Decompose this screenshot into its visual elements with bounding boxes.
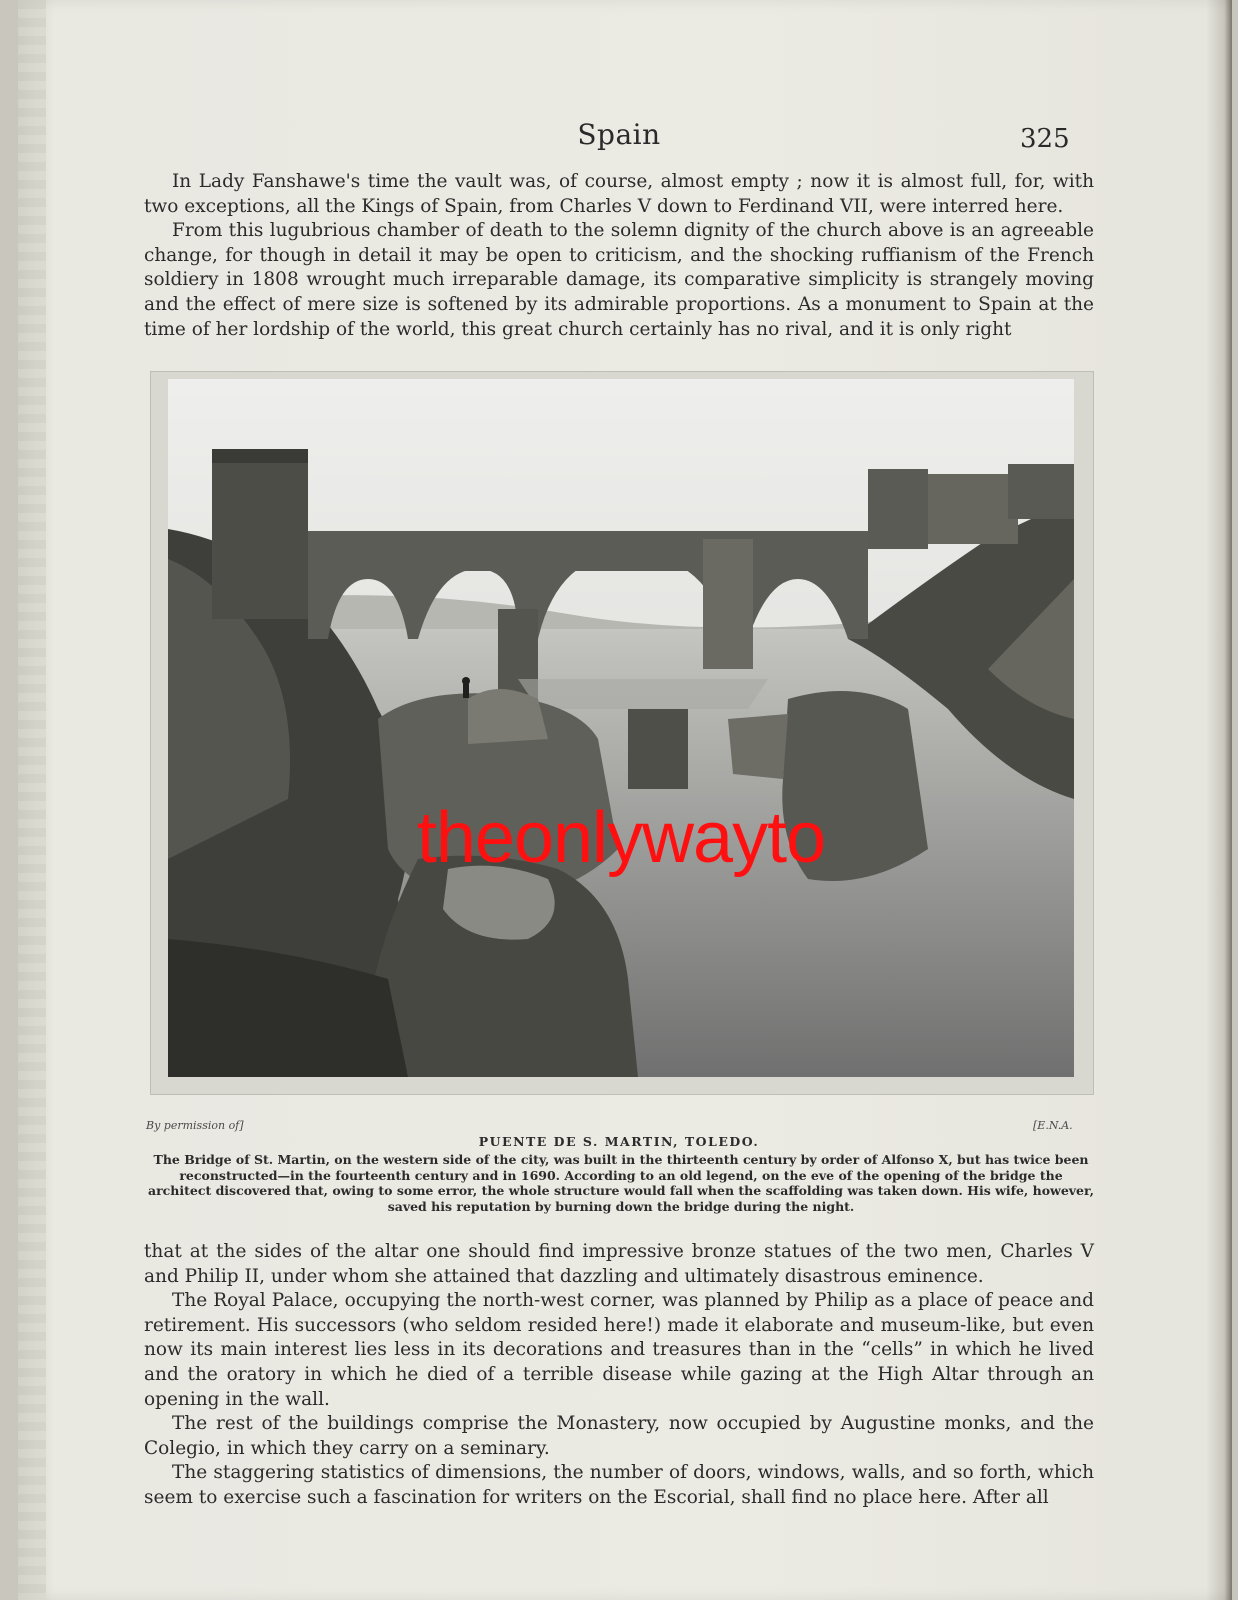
- caption-body: The Bridge of St. Martin, on the western side of the city, was built in the thirteenth century by order of Alfonso X, but has twice been reconstructed—in the fourteenth century and in 1690. According to an old legend, on the eve of the opening of the bridge the architect discovered that, owing to some error, the whole structure would fall when the scaffolding was taken down. His wife, however, saved his reputation by burning down the bridge during the night.: [147, 1152, 1095, 1214]
- paragraph: In Lady Fanshawe's time the vault was, of course, almost empty ; now it is almost full, for, with two exceptions, all the Kings of Spain, from Charles V down to Ferdinand VII, were interred here.: [144, 171, 1094, 217]
- caption-title: PUENTE DE S. MARTIN, TOLEDO.: [478, 1134, 760, 1149]
- bridge-illustration: [168, 379, 1074, 1077]
- page-number: 325: [1020, 124, 1070, 154]
- top-text-block: [144, 170, 1094, 342]
- paragraph: The rest of the buildings comprise the Monastery, now occupied by Augustine monks, and the Colegio, in which they carry on a seminary.: [144, 1413, 1094, 1459]
- paragraph: The staggering statistics of dimensions, the number of doors, windows, walls, and so forth, which seem to exercise such a fascination for writers on the Escorial, shall find no place here. After all: [144, 1462, 1094, 1508]
- watermark-text: theonlywayto: [416, 798, 826, 878]
- paragraph: From this lugubrious chamber of death to the solemn dignity of the church above is an agreeable change, for though in detail it may be open to criticism, and the shocking ruffianism of the French soldiery in 1808 wrought much irreparable damage, its comparative simplicity is strangely moving and the effect of mere size is softened by its admirable proportions. As a monument to Spain at the time of her lordship of the world, this great church certainly has no rival, and it is only right: [144, 220, 1094, 340]
- page-edge-shadow: [1206, 0, 1232, 1600]
- bottom-text-block: [144, 1240, 1094, 1511]
- photo-credit-left: By permission of]: [146, 1119, 244, 1132]
- paragraph: The Royal Palace, occupying the north-west corner, was planned by Philip as a place of peace and retirement. His successors (who seldom resided here!) made it elaborate and museum-like, but even now its main interest lies less in its decorations and treasures than in the “cells” in which he lived and the oratory in which he died of a terrible disease while gazing at the High Altar through an opening in the wall.: [144, 1290, 1094, 1410]
- photo-credit-right: [E.N.A.: [1033, 1119, 1073, 1132]
- running-head: Spain: [577, 118, 661, 151]
- bridge-photograph: [168, 379, 1074, 1077]
- binding-gutter: [18, 0, 46, 1600]
- paragraph: that at the sides of the altar one should find impressive bronze statues of the two men, Charles V and Philip II, under whom she attained that dazzling and ultimately disastrous eminence.: [144, 1241, 1094, 1287]
